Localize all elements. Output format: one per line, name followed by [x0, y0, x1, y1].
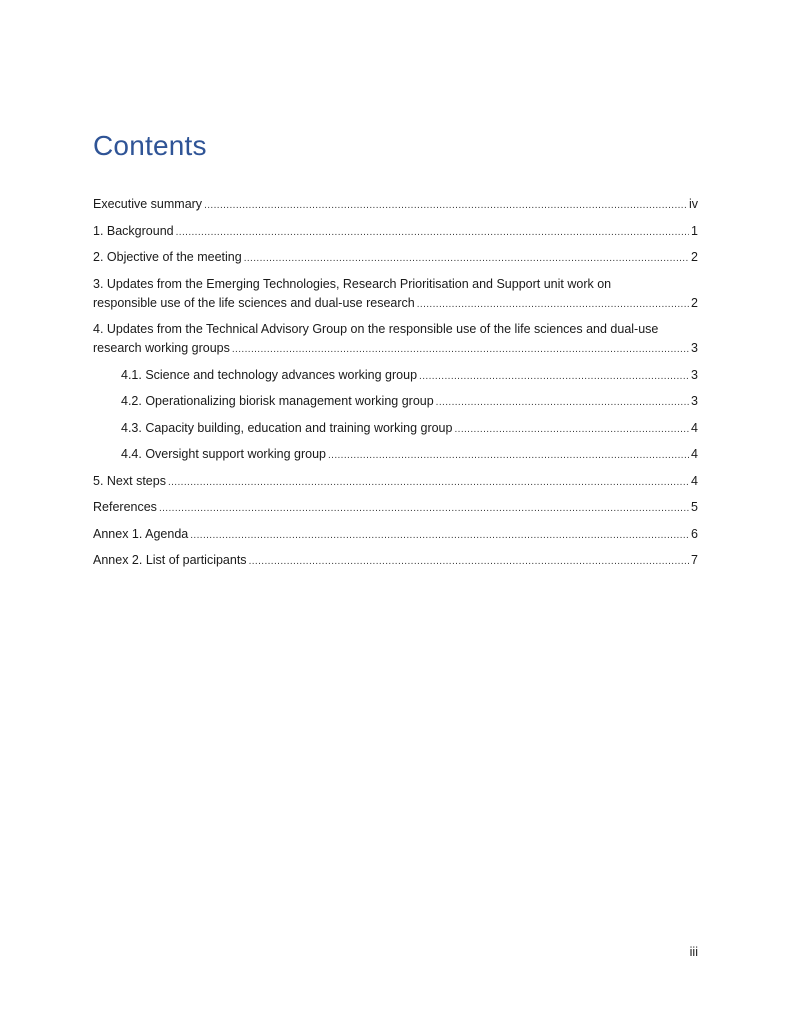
toc-entry-references[interactable]: [93, 498, 698, 518]
toc-entry-label: 4.2. Operationalizing biorisk management working group: [121, 394, 434, 408]
toc-entry-label: 5. Next steps: [93, 473, 166, 488]
toc-page-number: 3: [691, 394, 698, 408]
toc-entry-label: 4.4. Oversight support working group: [121, 447, 326, 461]
toc-entry-label: 1. Background: [93, 223, 174, 238]
toc-entry-background[interactable]: [93, 222, 698, 242]
toc-entry-updates-etrps-unit[interactable]: [93, 275, 698, 314]
toc-page-number: 7: [691, 553, 698, 567]
toc-entry-label: Annex 2. List of participants: [93, 553, 247, 567]
dot-leader: [204, 195, 687, 215]
toc-page-number: 5: [691, 500, 698, 514]
dot-leader: [454, 419, 689, 439]
toc-page-number: 4: [691, 473, 698, 488]
toc-entry-label-line1: 3. Updates from the Emerging Technologies, Research Prioritisation and Support unit work on: [93, 276, 612, 291]
toc-page-number: 2: [691, 250, 698, 264]
toc-entry-annex-agenda[interactable]: [93, 525, 698, 545]
dot-leader: [159, 498, 689, 518]
dot-leader: [328, 445, 689, 465]
toc-page-number: 3: [691, 341, 698, 355]
toc-page-number: 2: [691, 295, 698, 310]
toc-entry-capacity-building[interactable]: [93, 419, 698, 439]
toc-page-number: 6: [691, 526, 698, 541]
toc-entry-oversight-support[interactable]: [93, 445, 698, 465]
toc-entry-updates-tag[interactable]: [93, 320, 698, 359]
toc-entry-label: References: [93, 500, 157, 514]
toc-entry-next-steps[interactable]: [93, 472, 698, 492]
toc-entry-label-line1: 4. Updates from the Technical Advisory Group on the responsible use of the life sciences and dual-use: [93, 322, 659, 336]
toc-entry-label: research working groups: [93, 341, 230, 355]
toc-page-number: 3: [691, 367, 698, 382]
toc-entry-label: Annex 1. Agenda: [93, 526, 189, 541]
toc-entry-executive-summary[interactable]: [93, 195, 698, 215]
dot-leader: [249, 551, 689, 571]
dot-leader: [244, 248, 689, 268]
toc-entry-objective[interactable]: [93, 248, 698, 268]
page-number-footer: iii: [689, 945, 698, 959]
dot-leader: [419, 366, 689, 386]
dot-leader: [190, 525, 689, 545]
dot-leader: [232, 339, 689, 359]
toc-page-number: 1: [691, 223, 698, 238]
table-of-contents: [93, 195, 698, 578]
toc-entry-label: responsible use of the life sciences and dual-use research: [93, 295, 415, 310]
toc-page-number: iv: [688, 197, 698, 211]
toc-page-number: 4: [691, 447, 698, 461]
toc-entry-label: 2. Objective of the meeting: [93, 250, 242, 264]
toc-entry-label: 4.1. Science and technology advances working group: [121, 367, 418, 382]
dot-leader: [417, 294, 689, 314]
toc-page-number: 4: [691, 420, 698, 435]
dot-leader: [436, 392, 689, 412]
dot-leader: [168, 472, 689, 492]
toc-entry-biorisk-management[interactable]: [93, 392, 698, 412]
contents-heading: Contents: [93, 130, 207, 161]
dot-leader: [176, 222, 689, 242]
toc-entry-label: Executive summary: [93, 197, 203, 211]
toc-entry-label: 4.3. Capacity building, education and training working group: [121, 420, 453, 435]
toc-entry-science-technology[interactable]: [93, 366, 698, 386]
toc-entry-annex-participants[interactable]: [93, 551, 698, 571]
